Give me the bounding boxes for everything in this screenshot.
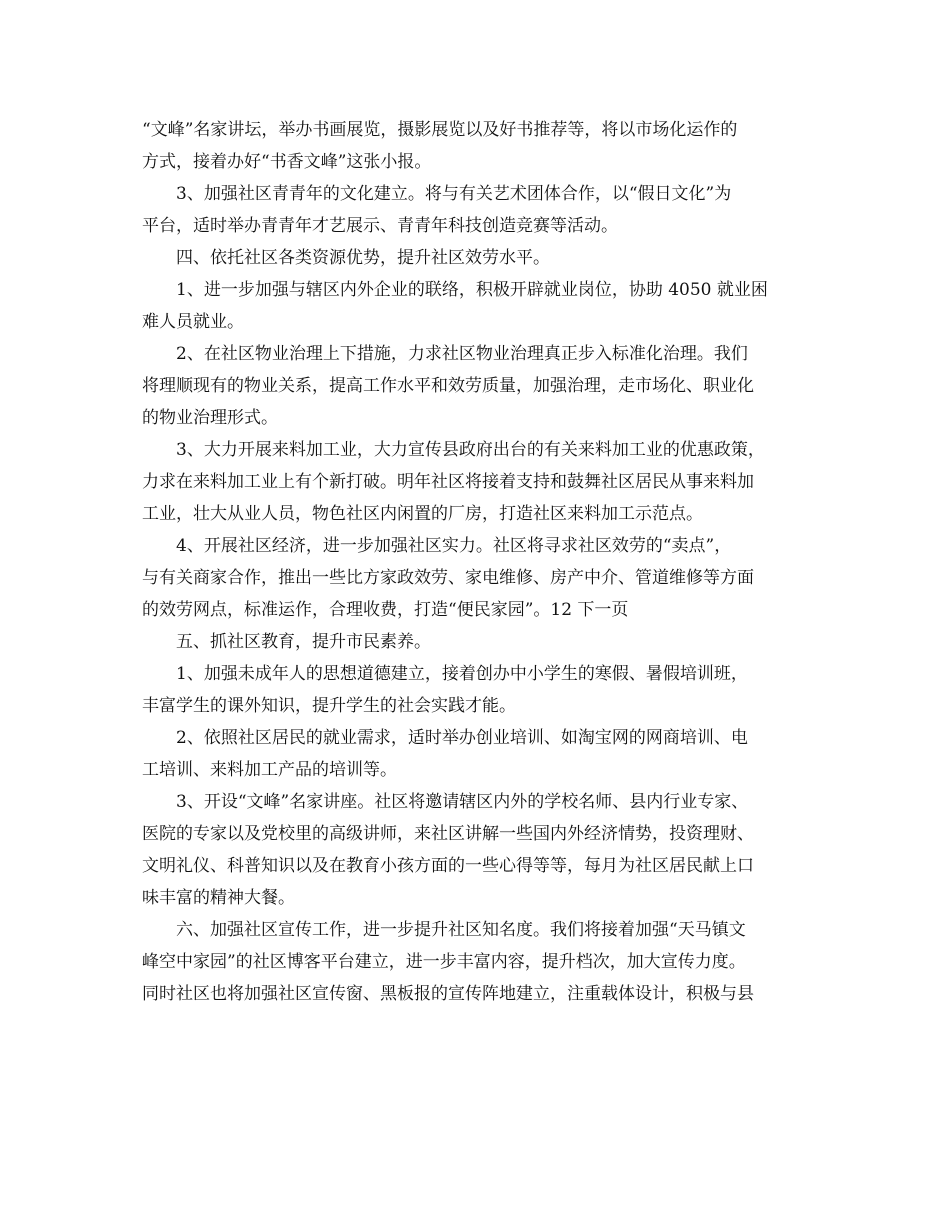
text-line: 味丰富的精神大餐。 bbox=[142, 888, 295, 908]
text-line: 难人员就业。 bbox=[142, 312, 244, 332]
paragraph-start-line: 3、开设“文峰”名家讲座。社区将邀请辖区内外的学校名师、县内行业专家、 bbox=[176, 792, 749, 812]
text-line: 同时社区也将加强社区宣传窗、黑板报的宣传阵地建立，注重载体设计，积极与县 bbox=[142, 984, 754, 1004]
text-line: 工培训、来料加工产品的培训等。 bbox=[142, 760, 397, 780]
paragraph-start-line: 2、依照社区居民的就业需求，适时举办创业培训、如淘宝网的网商培训、电 bbox=[176, 728, 748, 748]
text-line: 的物业治理形式。 bbox=[142, 408, 278, 428]
text-line: 丰富学生的课外知识，提升学生的社会实践才能。 bbox=[142, 696, 516, 716]
section-heading-five: 五、抓社区教育，提升市民素养。 bbox=[176, 632, 431, 652]
text-line: 工业，壮大从业人员，物色社区内闲置的厂房，打造社区来料加工示范点。 bbox=[142, 504, 703, 524]
text-line: 方式，接着办好“书香文峰”这张小报。 bbox=[142, 152, 432, 172]
paragraph-start-line: 3、大力开展来料加工业，大力宣传县政府出台的有关来料加工业的优惠政策， bbox=[176, 440, 765, 460]
paragraph-start-line: 2、在社区物业治理上下措施，力求社区物业治理真正步入标准化治理。我们 bbox=[176, 344, 748, 364]
paragraph-start-line: 1、进一步加强与辖区内外企业的联络，积极开辟就业岗位，协助 4050 就业困 bbox=[176, 280, 768, 300]
text-line: 与有关商家合作，推出一些比方家政效劳、家电维修、房产中介、管道维修等方面 bbox=[142, 568, 754, 588]
text-line: 平台，适时举办青青年才艺展示、青青年科技创造竞赛等活动。 bbox=[142, 216, 618, 236]
text-line: 医院的专家以及党校里的高级讲师，来社区讲解一些国内外经济情势，投资理财、 bbox=[142, 824, 754, 844]
section-heading-six: 六、加强社区宣传工作，进一步提升社区知名度。我们将接着加强“天马镇文 bbox=[176, 920, 746, 940]
paragraph-start-line: 1、加强未成年人的思想道德建立，接着创办中小学生的寒假、暑假培训班， bbox=[176, 664, 748, 684]
text-line: 的效劳网点，标准运作，合理收费，打造“便民家园”。12 下一页 bbox=[142, 600, 629, 620]
text-line: 峰空中家园”的社区博客平台建立，进一步丰富内容，提升档次，加大宣传力度。 bbox=[142, 952, 746, 972]
text-line: 力求在来料加工业上有个新打破。明年社区将接着支持和鼓舞社区居民从事来料加 bbox=[142, 472, 754, 492]
body-text bbox=[142, 114, 822, 1010]
text-line: “文峰”名家讲坛，举办书画展览，摄影展览以及好书推荐等，将以市场化运作的 bbox=[142, 120, 738, 140]
section-heading-four: 四、依托社区各类资源优势，提升社区效劳水平。 bbox=[176, 248, 550, 268]
paragraph-start-line: 4、开展社区经济，进一步加强社区实力。社区将寻求社区效劳的“卖点”， bbox=[176, 536, 732, 556]
text-line: 文明礼仪、科普知识以及在教育小孩方面的一些心得等等，每月为社区居民献上口 bbox=[142, 856, 754, 876]
text-line: 将理顺现有的物业关系，提高工作水平和效劳质量，加强治理，走市场化、职业化 bbox=[142, 376, 754, 396]
paragraph-start-line: 3、加强社区青青年的文化建立。将与有关艺术团体合作，以“假日文化”为 bbox=[176, 184, 732, 204]
